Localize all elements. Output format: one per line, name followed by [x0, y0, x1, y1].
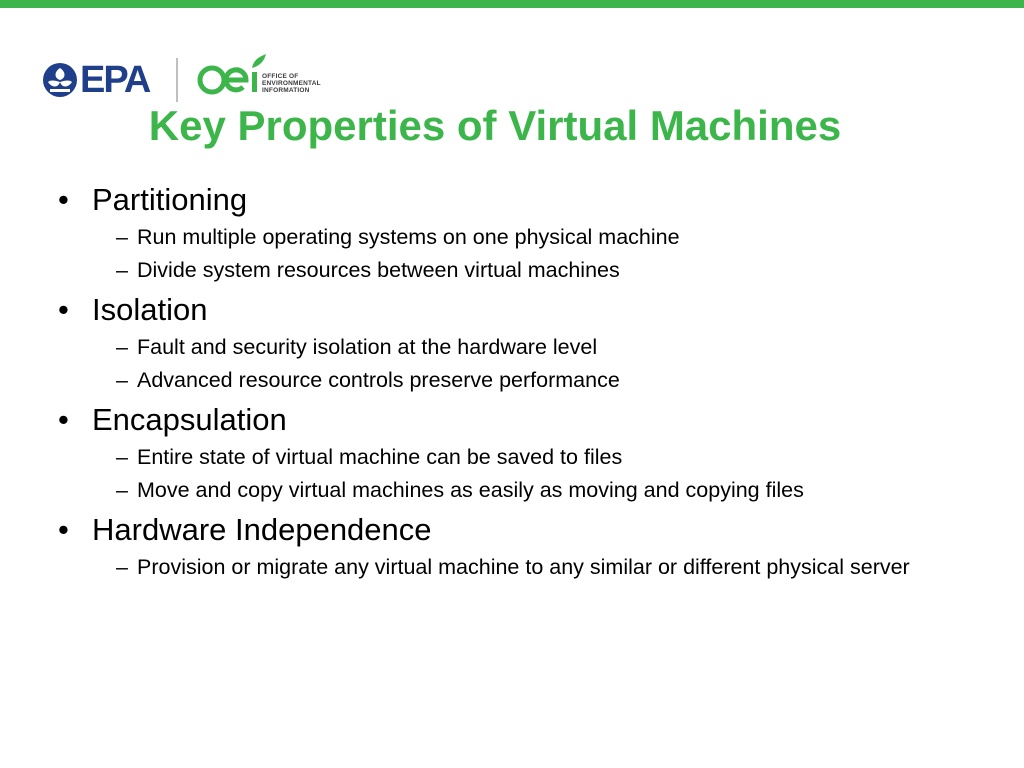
bullet-item: [54, 290, 984, 330]
sub-bullet-item: [54, 367, 984, 394]
bullet-text: Encapsulation: [92, 402, 287, 437]
logo-divider: [176, 58, 178, 102]
bullet-text: Hardware Independence: [92, 512, 432, 547]
sub-bullet-item: [54, 477, 984, 504]
dash-marker: –: [116, 555, 128, 579]
oei-line: OFFICE OF: [262, 73, 299, 80]
bullet-group: [54, 290, 984, 394]
bullet-marker: •: [58, 402, 69, 437]
sub-bullet-item: [54, 554, 984, 581]
top-accent-bar: [0, 0, 1024, 8]
oei-line: ENVIRONMENTAL: [262, 80, 321, 87]
dash-marker: –: [116, 335, 128, 359]
dash-marker: –: [116, 445, 128, 469]
epa-logo-text: EPA: [80, 59, 150, 101]
sub-bullet-text: Run multiple operating systems on one physical machine: [137, 225, 680, 249]
sub-bullet-text: Fault and security isolation at the hardware level: [137, 335, 598, 359]
bullet-text: Partitioning: [92, 182, 248, 217]
epa-flower-icon: [42, 62, 78, 98]
dash-marker: –: [116, 225, 128, 249]
bullet-list: [54, 180, 984, 587]
bullet-group: [54, 180, 984, 284]
bullet-text: Isolation: [92, 292, 208, 327]
dash-marker: –: [116, 368, 128, 392]
sub-bullet-text: Divide system resources between virtual machines: [137, 258, 620, 282]
oei-line: INFORMATION: [262, 87, 310, 94]
sub-bullet-text: Move and copy virtual machines as easily as moving and copying files: [137, 478, 804, 502]
bullet-item: [54, 180, 984, 220]
sub-bullet-text: Provision or migrate any virtual machine to any similar or different physical server: [137, 555, 910, 579]
dash-marker: –: [116, 478, 128, 502]
bullet-group: [54, 510, 984, 581]
slide-title: Key Properties of Virtual Machines: [148, 102, 842, 149]
oei-logo-caption: [262, 73, 321, 94]
epa-logo: [42, 60, 149, 100]
sub-bullet-item: [54, 334, 984, 361]
bullet-group: [54, 400, 984, 504]
sub-bullet-item: [54, 224, 984, 251]
sub-bullet-text: Entire state of virtual machine can be saved to files: [137, 445, 623, 469]
bullet-item: [54, 400, 984, 440]
dash-marker: –: [116, 258, 128, 282]
sub-bullet-text: Advanced resource controls preserve performance: [137, 368, 620, 392]
bullet-marker: •: [58, 512, 69, 547]
bullet-item: [54, 510, 984, 550]
sub-bullet-item: [54, 444, 984, 471]
bullet-marker: •: [58, 182, 69, 217]
bullet-marker: •: [58, 292, 69, 327]
sub-bullet-item: [54, 257, 984, 284]
